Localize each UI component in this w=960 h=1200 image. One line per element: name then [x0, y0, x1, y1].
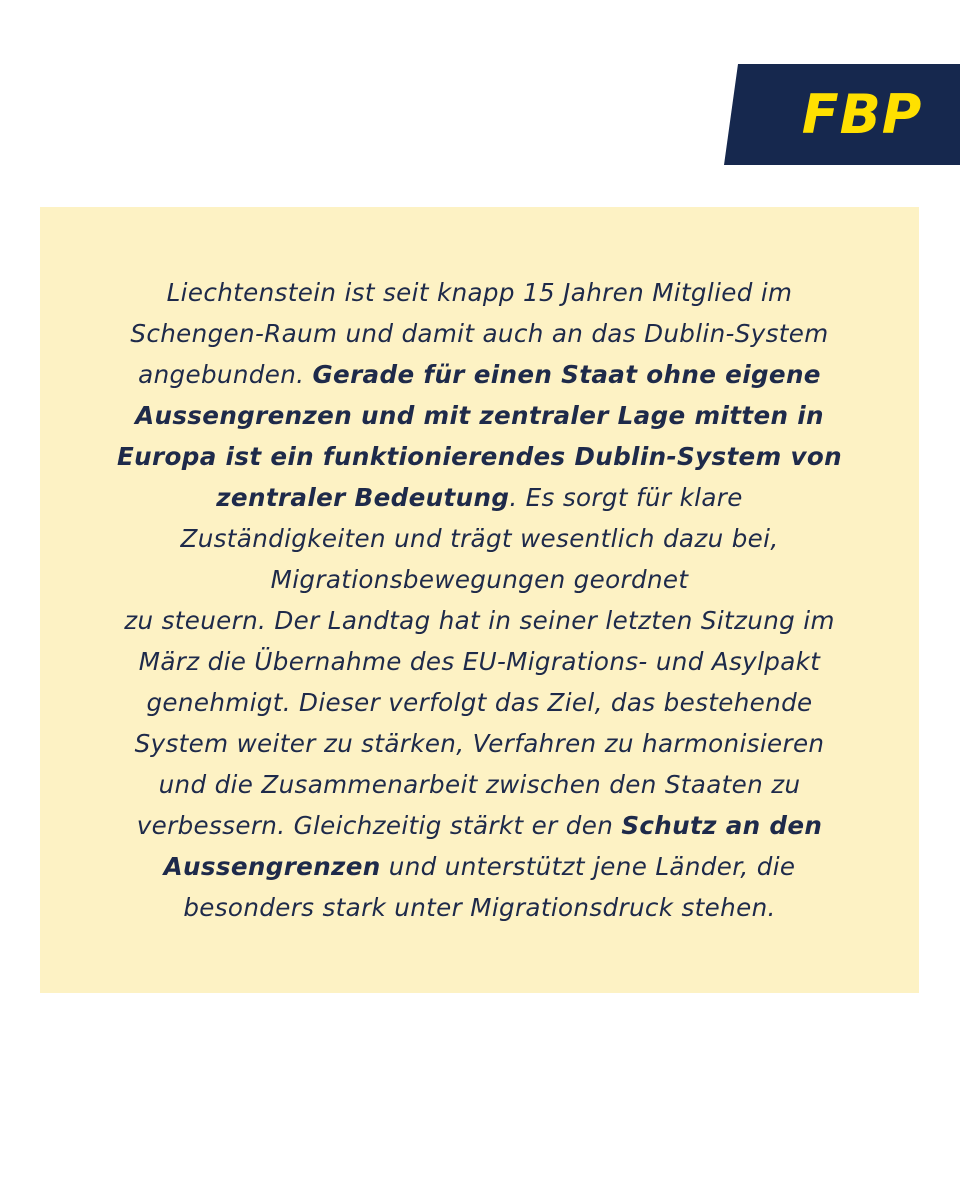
- text-segment: angebunden.: [138, 360, 313, 389]
- bold-text-segment: Europa ist ein funktionierendes Dublin-System von: [117, 442, 842, 471]
- logo-text: FBP: [801, 83, 923, 146]
- text-line: [76, 805, 883, 846]
- text-segment: März die Übernahme des EU-Migrations- und Asylpakt: [138, 647, 821, 676]
- text-line: [76, 477, 883, 518]
- body-text: [76, 272, 883, 928]
- text-line: [76, 313, 883, 354]
- text-line: [76, 354, 883, 395]
- text-segment: Zuständigkeiten und trägt wesentlich dazu bei,: [180, 524, 779, 553]
- text-segment: und unterstützt jene Länder, die: [380, 852, 796, 881]
- text-segment: genehmigt. Dieser verfolgt das Ziel, das bestehende: [146, 688, 813, 717]
- text-line: [76, 641, 883, 682]
- text-segment: und die Zusammenarbeit zwischen den Staaten zu: [158, 770, 801, 799]
- text-segment: Schengen-Raum und damit auch an das Dublin-System: [130, 319, 829, 348]
- bold-text-segment: Aussengrenzen und mit zentraler Lage mitten in: [135, 401, 824, 430]
- text-segment: verbessern. Gleichzeitig stärkt er den: [136, 811, 622, 840]
- fbp-logo: [724, 64, 960, 165]
- text-line: [76, 723, 883, 764]
- text-line: [76, 436, 883, 477]
- text-line: [76, 682, 883, 723]
- bold-text-segment: Schutz an den: [621, 811, 823, 840]
- bold-text-segment: Aussengrenzen: [163, 852, 381, 881]
- text-segment: besonders stark unter Migrationsdruck stehen.: [183, 893, 776, 922]
- bold-text-segment: Gerade für einen Staat ohne eigene: [312, 360, 821, 389]
- text-line: [76, 887, 883, 928]
- text-segment: zu steuern. Der Landtag hat in seiner letzten Sitzung im: [124, 606, 835, 635]
- text-card: [40, 207, 919, 993]
- text-line: [76, 395, 883, 436]
- text-segment: Liechtenstein ist seit knapp 15 Jahren Mitglied im: [166, 278, 793, 307]
- text-line: [76, 846, 883, 887]
- text-segment: System weiter zu stärken, Verfahren zu harmonisieren: [134, 729, 825, 758]
- bold-text-segment: zentraler Bedeutung: [216, 483, 510, 512]
- text-line: [76, 272, 883, 313]
- text-segment: Migrationsbewegungen geordnet: [270, 565, 689, 594]
- text-line: [76, 600, 883, 641]
- text-segment: . Es sorgt für klare: [509, 483, 743, 512]
- text-line: [76, 559, 883, 600]
- text-line: [76, 764, 883, 805]
- text-line: [76, 518, 883, 559]
